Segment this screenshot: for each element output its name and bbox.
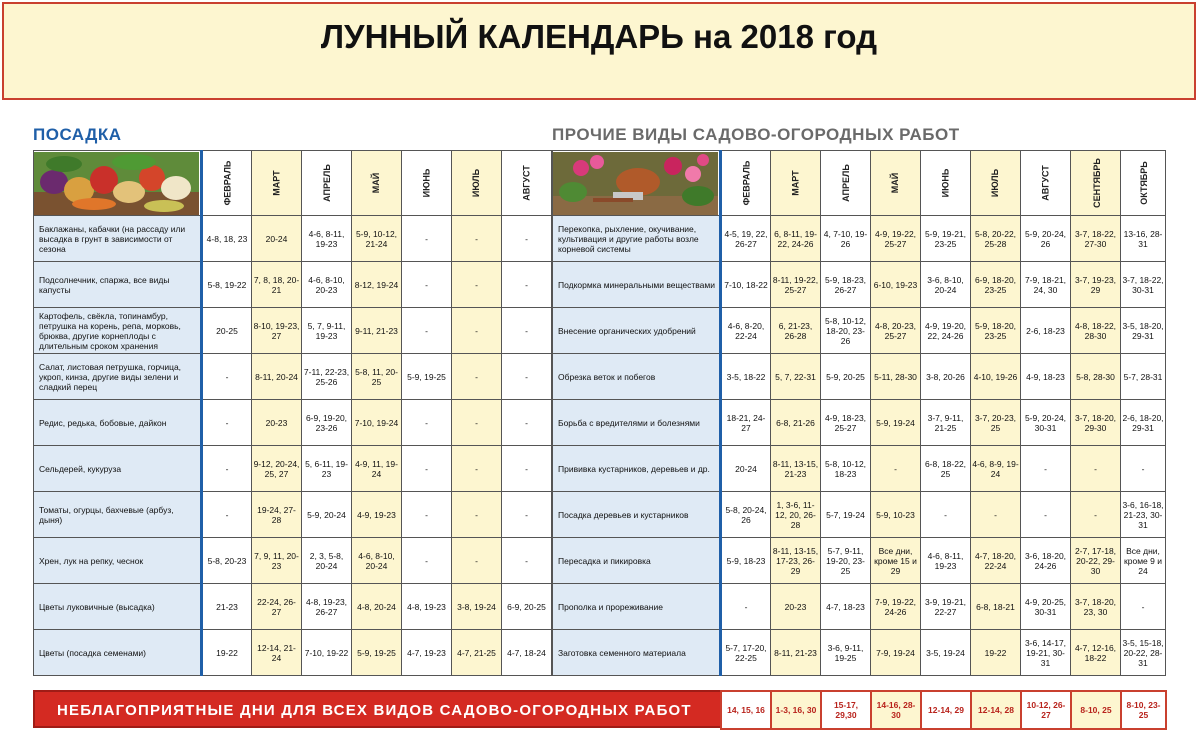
date-cell: 3-7, 20-23, 25 [971,400,1021,446]
row-label: Редис, редька, бобовые, дайкон [34,400,202,446]
date-cell: - [502,354,552,400]
date-cell: 7-9, 18-21, 24, 30 [1021,262,1071,308]
date-cell: 2-6, 18-23 [1021,308,1071,354]
date-cell: - [502,492,552,538]
date-cell: 3-5, 18-20, 29-31 [1121,308,1166,354]
month-header: ОКТЯБРЬ [1121,151,1166,216]
row-label: Томаты, огурцы, бахчевые (арбуз, дыня) [34,492,202,538]
date-cell: 5-8, 20-23 [202,538,252,584]
date-cell: - [1071,492,1121,538]
date-cell: 6-9, 20-25 [502,584,552,630]
date-cell: 6-8, 21-26 [771,400,821,446]
month-header: ИЮНЬ [402,151,452,216]
garden-tools-image [553,151,721,216]
date-cell: - [452,354,502,400]
date-cell: 6-9, 19-20, 23-26 [302,400,352,446]
date-cell: 18-21, 24-27 [721,400,771,446]
unfavorable-date-cell: 14, 15, 16 [721,691,771,729]
row-label: Хрен, лук на репку, чеснок [34,538,202,584]
date-cell: 5, 6-11, 19-23 [302,446,352,492]
date-cell: 20-24 [252,216,302,262]
date-cell: 7-9, 19-22, 24-26 [871,584,921,630]
date-cell: - [502,446,552,492]
date-cell: - [402,492,452,538]
date-cell: 7-10, 19-22 [302,630,352,676]
date-cell: 20-23 [771,584,821,630]
date-cell: - [202,446,252,492]
date-cell: 5-8, 20-24, 26 [721,492,771,538]
date-cell: 4-9, 18-23, 25-27 [821,400,871,446]
date-cell: 5-9, 20-24 [302,492,352,538]
row-label: Посадка деревьев и кустарников [553,492,721,538]
month-header: МАРТ [252,151,302,216]
table-row [34,538,552,584]
unfavorable-date-cell: 14-16, 28-30 [871,691,921,729]
date-cell: 2-6, 18-20, 29-31 [1121,400,1166,446]
other-work-table [552,150,1166,676]
date-cell: - [402,308,452,354]
row-label: Сельдерей, кукуруза [34,446,202,492]
date-cell: 4-9, 20-25, 30-31 [1021,584,1071,630]
date-cell: 7-9, 19-24 [871,630,921,676]
date-cell: - [502,216,552,262]
date-cell: Все дни, кроме 9 и 24 [1121,538,1166,584]
unfavorable-date-cell: 8-10, 25 [1071,691,1121,729]
date-cell: 19-22 [202,630,252,676]
date-cell: - [502,400,552,446]
row-label: Пересадка и пикировка [553,538,721,584]
unfavorable-date-cell: 8-10, 23-25 [1121,691,1166,729]
row-label: Борьба с вредителями и болезнями [553,400,721,446]
date-cell: 5-9, 10-12, 21-24 [352,216,402,262]
unfavorable-days-table [720,690,1167,730]
date-cell: 5-7, 9-11, 19-20, 23-25 [821,538,871,584]
date-cell: 4-7, 19-23 [402,630,452,676]
table-row [553,262,1166,308]
date-cell: - [452,216,502,262]
row-label: Заготовка семенного материала [553,630,721,676]
row-label: Цветы луковичные (высадка) [34,584,202,630]
date-cell: - [402,446,452,492]
row-label: Обрезка веток и побегов [553,354,721,400]
date-cell: - [452,308,502,354]
date-cell: - [402,262,452,308]
date-cell: 4-7, 21-25 [452,630,502,676]
date-cell: 5-9, 19-25 [352,630,402,676]
date-cell: 4-6, 8-10, 20-23 [302,262,352,308]
date-cell: 3-5, 15-18, 20-22, 28-31 [1121,630,1166,676]
date-cell: 5-8, 10-12, 18-23 [821,446,871,492]
date-cell: 3-6, 16-18, 21-23, 30-31 [1121,492,1166,538]
date-cell: 3-5, 19-24 [921,630,971,676]
month-header: ИЮНЬ [921,151,971,216]
row-label: Перекопка, рыхление, окучивание, культивация и другие работы возле корневой системы [553,216,721,262]
date-cell: - [1021,446,1071,492]
table-row [34,308,552,354]
date-cell: 3-6, 18-20, 24-26 [1021,538,1071,584]
date-cell: 3-7, 9-11, 21-25 [921,400,971,446]
table-row [553,400,1166,446]
date-cell: 8-12, 19-24 [352,262,402,308]
date-cell: 4-9, 19-23 [352,492,402,538]
date-cell: 8-10, 19-23, 27 [252,308,302,354]
month-header: АВГУСТ [1021,151,1071,216]
date-cell: 21-23 [202,584,252,630]
date-cell: - [402,400,452,446]
date-cell: 6-9, 18-20, 23-25 [971,262,1021,308]
date-cell: - [202,354,252,400]
date-cell: 4-6, 8-9, 19-24 [971,446,1021,492]
row-label: Цветы (посадка семенами) [34,630,202,676]
date-cell: 3-7, 19-23, 29 [1071,262,1121,308]
month-header: АПРЕЛЬ [821,151,871,216]
date-cell: 4-8, 20-24 [352,584,402,630]
planting-section-title: ПОСАДКА [33,125,122,144]
date-cell: 13-16, 28-31 [1121,216,1166,262]
date-cell: 8-11, 13-15, 17-23, 26-29 [771,538,821,584]
table-row [34,446,552,492]
date-cell: - [971,492,1021,538]
date-cell: 4-6, 8-11, 19-23 [921,538,971,584]
date-cell: 3-6, 14-17, 19-21, 30-31 [1021,630,1071,676]
date-cell: - [1121,584,1166,630]
other-work-section-title: ПРОЧИЕ ВИДЫ САДОВО-ОГОРОДНЫХ РАБОТ [552,125,960,144]
date-cell: - [921,492,971,538]
date-cell: 3-8, 20-26 [921,354,971,400]
month-header: СЕНТЯБРЬ [1071,151,1121,216]
date-cell: 5-7, 19-24 [821,492,871,538]
unfavorable-date-cell: 12-14, 29 [921,691,971,729]
date-cell: 1, 3-6, 11-12, 20, 26-28 [771,492,821,538]
date-cell: 4-6, 8-11, 19-23 [302,216,352,262]
date-cell: 9-11, 21-23 [352,308,402,354]
date-cell: 19-22 [971,630,1021,676]
row-label: Внесение органических удобрений [553,308,721,354]
date-cell: 8-11, 19-22, 25-27 [771,262,821,308]
date-cell: 3-6, 9-11, 19-25 [821,630,871,676]
row-label: Подкормка минеральными веществами [553,262,721,308]
date-cell: 5-8, 20-22, 25-28 [971,216,1021,262]
table-row [553,630,1166,676]
date-cell: 6, 21-23, 26-28 [771,308,821,354]
unfavorable-date-cell: 15-17, 29,30 [821,691,871,729]
date-cell: 2-7, 17-18, 20-22, 29-30 [1071,538,1121,584]
vegetables-image [34,151,202,216]
date-cell: 22-24, 26-27 [252,584,302,630]
date-cell: 4-9, 19-22, 25-27 [871,216,921,262]
date-cell: 5, 7, 9-11, 19-23 [302,308,352,354]
unfavorable-days-label: НЕБЛАГОПРИЯТНЫЕ ДНИ ДЛЯ ВСЕХ ВИДОВ САДОВО-ОГОРОДНЫХ РАБОТ [33,690,723,728]
date-cell: - [452,538,502,584]
date-cell: 4-5, 19, 22, 26-27 [721,216,771,262]
date-cell: 2, 3, 5-8, 20-24 [302,538,352,584]
row-label: Картофель, свёкла, топинамбур, петрушка на корень, репа, морковь, брюква, другие корнеплоды с длительным сроком хранения [34,308,202,354]
date-cell: 20-24 [721,446,771,492]
date-cell: 6-8, 18-21 [971,584,1021,630]
date-cell: - [402,216,452,262]
date-cell: 7-11, 22-23, 25-26 [302,354,352,400]
table-row [553,538,1166,584]
date-cell: 7-10, 19-24 [352,400,402,446]
month-header: МАРТ [771,151,821,216]
table-row [34,492,552,538]
row-label: Салат, листовая петрушка, горчица, укроп, кинза, другие виды зелени и сладкий перец [34,354,202,400]
date-cell: 4-7, 18-24 [502,630,552,676]
date-cell: 6-10, 19-23 [871,262,921,308]
date-cell: 3-7, 18-20, 23, 30 [1071,584,1121,630]
date-cell: - [1071,446,1121,492]
date-cell: 4-9, 18-23 [1021,354,1071,400]
date-cell: 4-9, 19-20, 22, 24-26 [921,308,971,354]
date-cell: 7-10, 18-22 [721,262,771,308]
month-header: АПРЕЛЬ [302,151,352,216]
date-cell: 3-6, 8-10, 20-24 [921,262,971,308]
date-cell: - [452,492,502,538]
date-cell: - [452,400,502,446]
date-cell: 4-7, 18-20, 22-24 [971,538,1021,584]
date-cell: - [502,538,552,584]
date-cell: 5-9, 18-23 [721,538,771,584]
row-label: Прививка кустарников, деревьев и др. [553,446,721,492]
table-row [34,400,552,446]
date-cell: 8-11, 21-23 [771,630,821,676]
date-cell: - [202,400,252,446]
date-cell: 5-9, 20-24, 26 [1021,216,1071,262]
table-row [553,584,1166,630]
table-row [34,584,552,630]
date-cell: 5-7, 28-31 [1121,354,1166,400]
date-cell: 5-9, 10-23 [871,492,921,538]
date-cell: 3-7, 18-20, 29-30 [1071,400,1121,446]
date-cell: - [452,262,502,308]
date-cell: 5-9, 19-25 [402,354,452,400]
table-row [553,492,1166,538]
unfavorable-date-cell: 10-12, 26-27 [1021,691,1071,729]
page-title: ЛУННЫЙ КАЛЕНДАРЬ на 2018 год [320,18,878,55]
date-cell: - [721,584,771,630]
date-cell: - [1121,446,1166,492]
date-cell: - [871,446,921,492]
month-header: ИЮЛЬ [452,151,502,216]
date-cell: 4-6, 8-10, 20-24 [352,538,402,584]
date-cell: 7, 8, 18, 20-21 [252,262,302,308]
unfavorable-date-cell: 1-3, 16, 30 [771,691,821,729]
date-cell: 4-9, 11, 19-24 [352,446,402,492]
date-cell: 3-8, 19-24 [452,584,502,630]
date-cell: 4-8, 18, 23 [202,216,252,262]
date-cell: 4-8, 19-23, 26-27 [302,584,352,630]
date-cell: 6, 8-11, 19-22, 24-26 [771,216,821,262]
date-cell: 8-11, 13-15, 21-23 [771,446,821,492]
date-cell: 5-9, 19-21, 23-25 [921,216,971,262]
date-cell: 4-8, 20-23, 25-27 [871,308,921,354]
date-cell: 4, 7-10, 19-26 [821,216,871,262]
date-cell: 5-9, 19-24 [871,400,921,446]
table-row [553,308,1166,354]
month-header: АВГУСТ [502,151,552,216]
date-cell: 3-7, 18-22, 30-31 [1121,262,1166,308]
table-row [34,354,552,400]
table-row [34,630,552,676]
date-cell: 5-9, 18-20, 23-25 [971,308,1021,354]
date-cell: - [452,446,502,492]
date-cell: 4-10, 19-26 [971,354,1021,400]
month-header: МАЙ [871,151,921,216]
table-row [553,354,1166,400]
date-cell: - [402,538,452,584]
table-row [34,262,552,308]
date-cell: 20-23 [252,400,302,446]
date-cell: 3-9, 19-21, 22-27 [921,584,971,630]
date-cell: 20-25 [202,308,252,354]
row-label: Баклажаны, кабачки (на рассаду или высадка в грунт в зависимости от сезона [34,216,202,262]
date-cell: 5-7, 17-20, 22-25 [721,630,771,676]
date-cell: 12-14, 21-24 [252,630,302,676]
date-cell: 5-8, 19-22 [202,262,252,308]
date-cell: - [202,492,252,538]
date-cell: 4-7, 18-23 [821,584,871,630]
month-header: ФЕВРАЛЬ [202,151,252,216]
month-header: ФЕВРАЛЬ [721,151,771,216]
unfavorable-date-cell: 12-14, 28 [971,691,1021,729]
date-cell: 5, 7, 22-31 [771,354,821,400]
date-cell: 5-9, 20-25 [821,354,871,400]
date-cell: 19-24, 27-28 [252,492,302,538]
table-row [553,216,1166,262]
date-cell: 9-12, 20-24, 25, 27 [252,446,302,492]
planting-table [33,150,552,676]
date-cell: 5-11, 28-30 [871,354,921,400]
date-cell: 8-11, 20-24 [252,354,302,400]
date-cell: 5-9, 20-24, 30-31 [1021,400,1071,446]
date-cell: 4-7, 12-16, 18-22 [1071,630,1121,676]
date-cell: 7, 9, 11, 20-23 [252,538,302,584]
date-cell: 6-8, 18-22, 25 [921,446,971,492]
date-cell: 5-8, 10-12, 18-20, 23-26 [821,308,871,354]
row-label: Подсолнечник, спаржа, все виды капусты [34,262,202,308]
table-row [553,446,1166,492]
date-cell: 5-8, 28-30 [1071,354,1121,400]
date-cell: 4-8, 18-22, 28-30 [1071,308,1121,354]
date-cell: 3-7, 18-22, 27-30 [1071,216,1121,262]
month-header: ИЮЛЬ [971,151,1021,216]
date-cell: 4-6, 8-20, 22-24 [721,308,771,354]
date-cell: - [502,308,552,354]
title-banner [2,2,1196,100]
date-cell: 5-9, 18-23, 26-27 [821,262,871,308]
table-row [34,216,552,262]
month-header: МАЙ [352,151,402,216]
date-cell: 5-8, 11, 20-25 [352,354,402,400]
date-cell: Все дни, кроме 15 и 29 [871,538,921,584]
date-cell: 3-5, 18-22 [721,354,771,400]
date-cell: - [1021,492,1071,538]
date-cell: - [502,262,552,308]
date-cell: 4-8, 19-23 [402,584,452,630]
row-label: Прополка и прореживание [553,584,721,630]
